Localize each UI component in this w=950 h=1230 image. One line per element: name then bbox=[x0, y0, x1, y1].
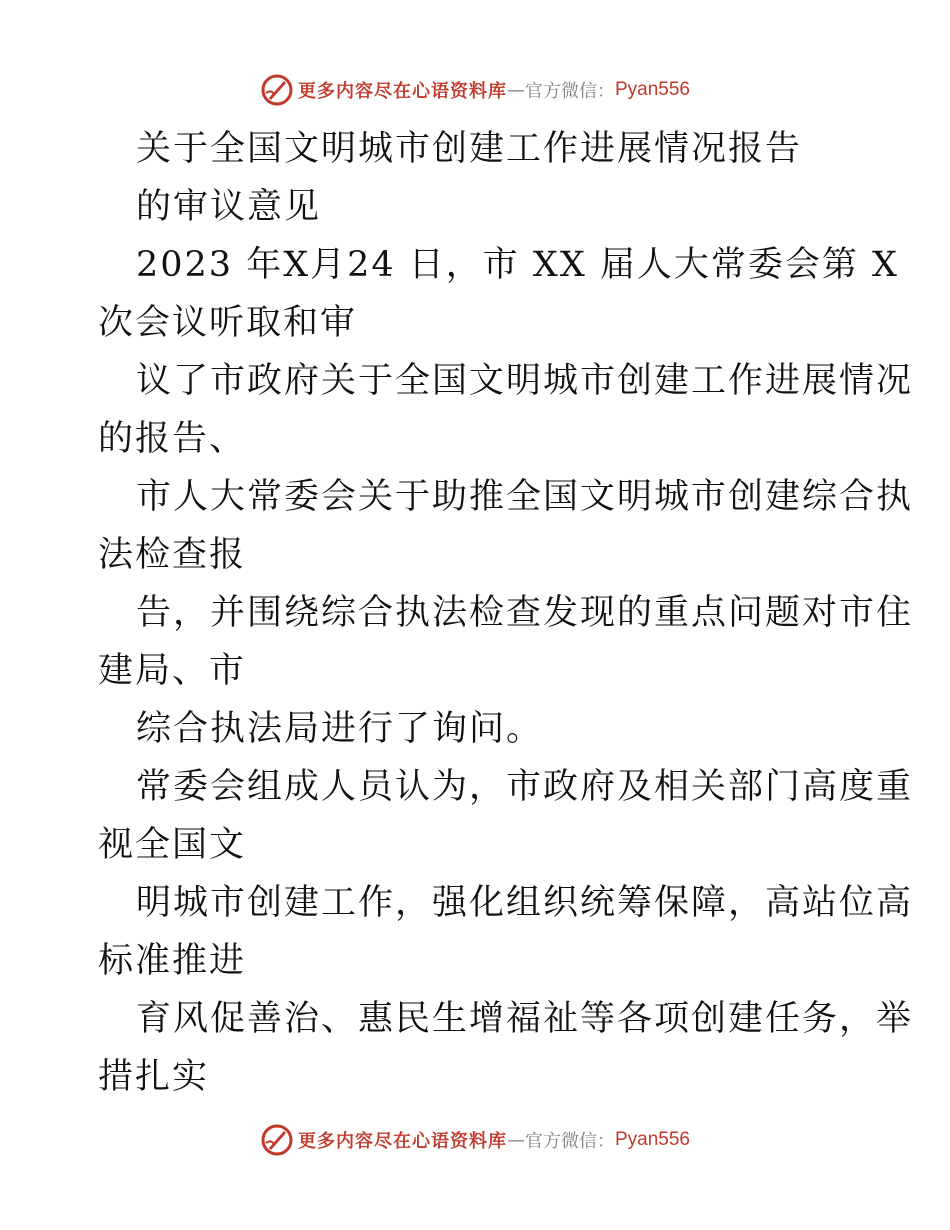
watermark-main-text: 更多内容尽在心语资料库 bbox=[297, 81, 507, 102]
text-line: 法检查报 bbox=[98, 535, 247, 575]
text-line: 常委会组成人员认为，市政府及相关部门高度重 bbox=[136, 767, 914, 807]
header-watermark bbox=[0, 70, 950, 110]
text-line: 告，并围绕综合执法检查发现的重点问题对市住 bbox=[136, 593, 914, 633]
text-line: 的报告、 bbox=[98, 419, 247, 459]
text-line: 措扎实 bbox=[98, 1057, 210, 1097]
text-line: 的审议意见 bbox=[136, 187, 322, 227]
text-line: 关于全国文明城市创建工作进展情况报告 bbox=[136, 129, 803, 169]
quill-logo-icon bbox=[260, 73, 294, 107]
watermark-label: 官方微信： bbox=[524, 1131, 615, 1152]
text-line: 标准推进 bbox=[98, 941, 247, 981]
text-line: 次会议听取和审 bbox=[98, 303, 358, 343]
footer-watermark bbox=[0, 1120, 950, 1160]
watermark-id: Pyan556 bbox=[614, 1129, 690, 1150]
document-body bbox=[98, 120, 914, 1106]
watermark-id: Pyan556 bbox=[614, 79, 690, 100]
watermark-dash: — bbox=[506, 79, 525, 101]
watermark-label: 官方微信： bbox=[524, 81, 615, 102]
text-line: 视全国文 bbox=[98, 825, 247, 865]
text-line: 综合执法局进行了询问。 bbox=[136, 709, 544, 749]
text-line: 议了市政府关于全国文明城市创建工作进展情况 bbox=[136, 361, 914, 401]
watermark-main-text: 更多内容尽在心语资料库 bbox=[297, 1131, 507, 1152]
text-line: 建局、市 bbox=[98, 651, 247, 691]
text-line: 明城市创建工作，强化组织统筹保障，高站位高 bbox=[136, 883, 914, 923]
text-line: 2023 年X月24 日，市 XX 届人大常委会第 X bbox=[136, 245, 899, 285]
watermark-dash: — bbox=[506, 1129, 525, 1151]
text-line: 育风促善治、惠民生增福祉等各项创建任务，举 bbox=[136, 999, 914, 1039]
quill-logo-icon bbox=[260, 1123, 294, 1157]
text-line: 市人大常委会关于助推全国文明城市创建综合执 bbox=[136, 477, 914, 517]
